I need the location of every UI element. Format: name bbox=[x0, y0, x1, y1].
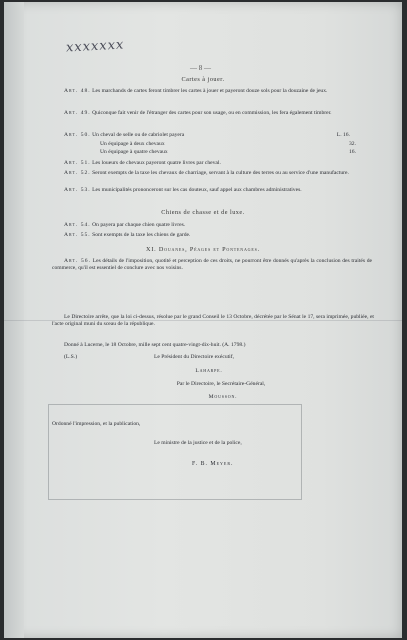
row-text: Un équipage à deux chevaux bbox=[100, 141, 165, 147]
section-heading-cartes: Cartes à jouer. bbox=[181, 76, 225, 83]
section-heading-douanes: XI. Douanes, Péages et Pontenages. bbox=[146, 246, 260, 253]
seal-mark: (L.S.) bbox=[64, 354, 78, 360]
article-text: Les marchands de cartes feront timbrer les cartes à jouer et payeront douze sols pour la douzaine de jeux. bbox=[92, 88, 328, 94]
secretary-name: Mousson. bbox=[208, 394, 238, 400]
article-label: Art. 54. bbox=[64, 222, 91, 228]
minister-line: Le ministre de la justice et de la police, bbox=[154, 440, 242, 446]
article-53 bbox=[52, 187, 372, 194]
article-text: Les détails de l'imposition, quotité et perception de ces droits, ne pourront être donnés qu'après la conclusion des traités de commerce, qu'il est essentiel de conclure avec nos voisins. bbox=[52, 258, 373, 272]
article-text: Quiconque fait venir de l'étranger des cartes pour son usage, ou en commission, les fera également timbrer. bbox=[92, 110, 332, 116]
row-value: 32. bbox=[349, 141, 356, 147]
publication-order-box bbox=[48, 404, 302, 500]
article-50-row bbox=[100, 149, 356, 156]
row-value: 16. bbox=[349, 149, 356, 155]
article-label: Art. 56. bbox=[64, 258, 91, 264]
president-line: Le Président du Directoire exécutif, bbox=[154, 354, 234, 360]
article-label: Art. 53. bbox=[64, 187, 91, 193]
article-54 bbox=[52, 222, 372, 229]
article-text: Seront exempts de la taxe les chevaux de charriage, servant à la culture des terres ou au service d'une manufacture. bbox=[92, 170, 349, 176]
document-page bbox=[4, 2, 402, 638]
article-value: L. 16. bbox=[336, 132, 350, 138]
article-label: Art. 52. bbox=[64, 170, 91, 176]
row-text: Un équipage à quatre chevaux bbox=[100, 149, 168, 155]
article-label: Art. 55. bbox=[64, 232, 91, 238]
article-55 bbox=[52, 232, 372, 239]
article-label: Art. 51. bbox=[64, 160, 91, 166]
section-heading-chiens: Chiens de chasse et de luxe. bbox=[161, 209, 245, 216]
decree-paragraph: Le Directoire arrête, que la loi ci-dessus, résolue par le grand Conseil le 13 Octobre, décrétée par le Sénat le 17, sera imprimée, publiée, et l'acte original muni du sceau de la république. bbox=[52, 314, 374, 328]
article-text: Un cheval de selle ou de cabriolet payera bbox=[92, 132, 185, 138]
article-text: Sont exempts de la taxe les chiens de garde. bbox=[92, 232, 191, 238]
minister-name: F. B. Meyer. bbox=[192, 461, 234, 467]
article-text: Les loueurs de chevaux payeront quatre livres par cheval. bbox=[92, 160, 221, 166]
article-label: Art. 49. bbox=[64, 110, 91, 116]
given-at-line: Donné à Lucerne, le 18 Octobre, mille sept cent quatre-vingt-dix-huit. (A. 1798.) bbox=[64, 342, 246, 348]
article-text: On payera par chaque chien quatre livres. bbox=[92, 222, 186, 228]
article-49 bbox=[52, 110, 372, 117]
article-52 bbox=[52, 170, 372, 177]
secretary-line: Par le Directoire, le Secrétaire-Général, bbox=[176, 381, 266, 387]
president-name: Laharpe. bbox=[195, 368, 223, 374]
article-text: Les municipalités prononceront sur les cas douteux, sauf appel aux chambres administratives. bbox=[92, 187, 302, 193]
article-51 bbox=[52, 160, 372, 167]
handwritten-note: xxxxxxx bbox=[65, 37, 125, 56]
article-label: Art. 50. bbox=[64, 132, 91, 138]
order-line: Ordonné l'impression, et la publication, bbox=[52, 421, 141, 427]
page-number: — 8 — bbox=[190, 64, 211, 72]
article-50 bbox=[52, 132, 372, 139]
article-label: Art. 48. bbox=[64, 88, 91, 94]
article-56 bbox=[52, 258, 372, 272]
article-48 bbox=[52, 88, 372, 95]
article-50-row bbox=[100, 141, 356, 148]
